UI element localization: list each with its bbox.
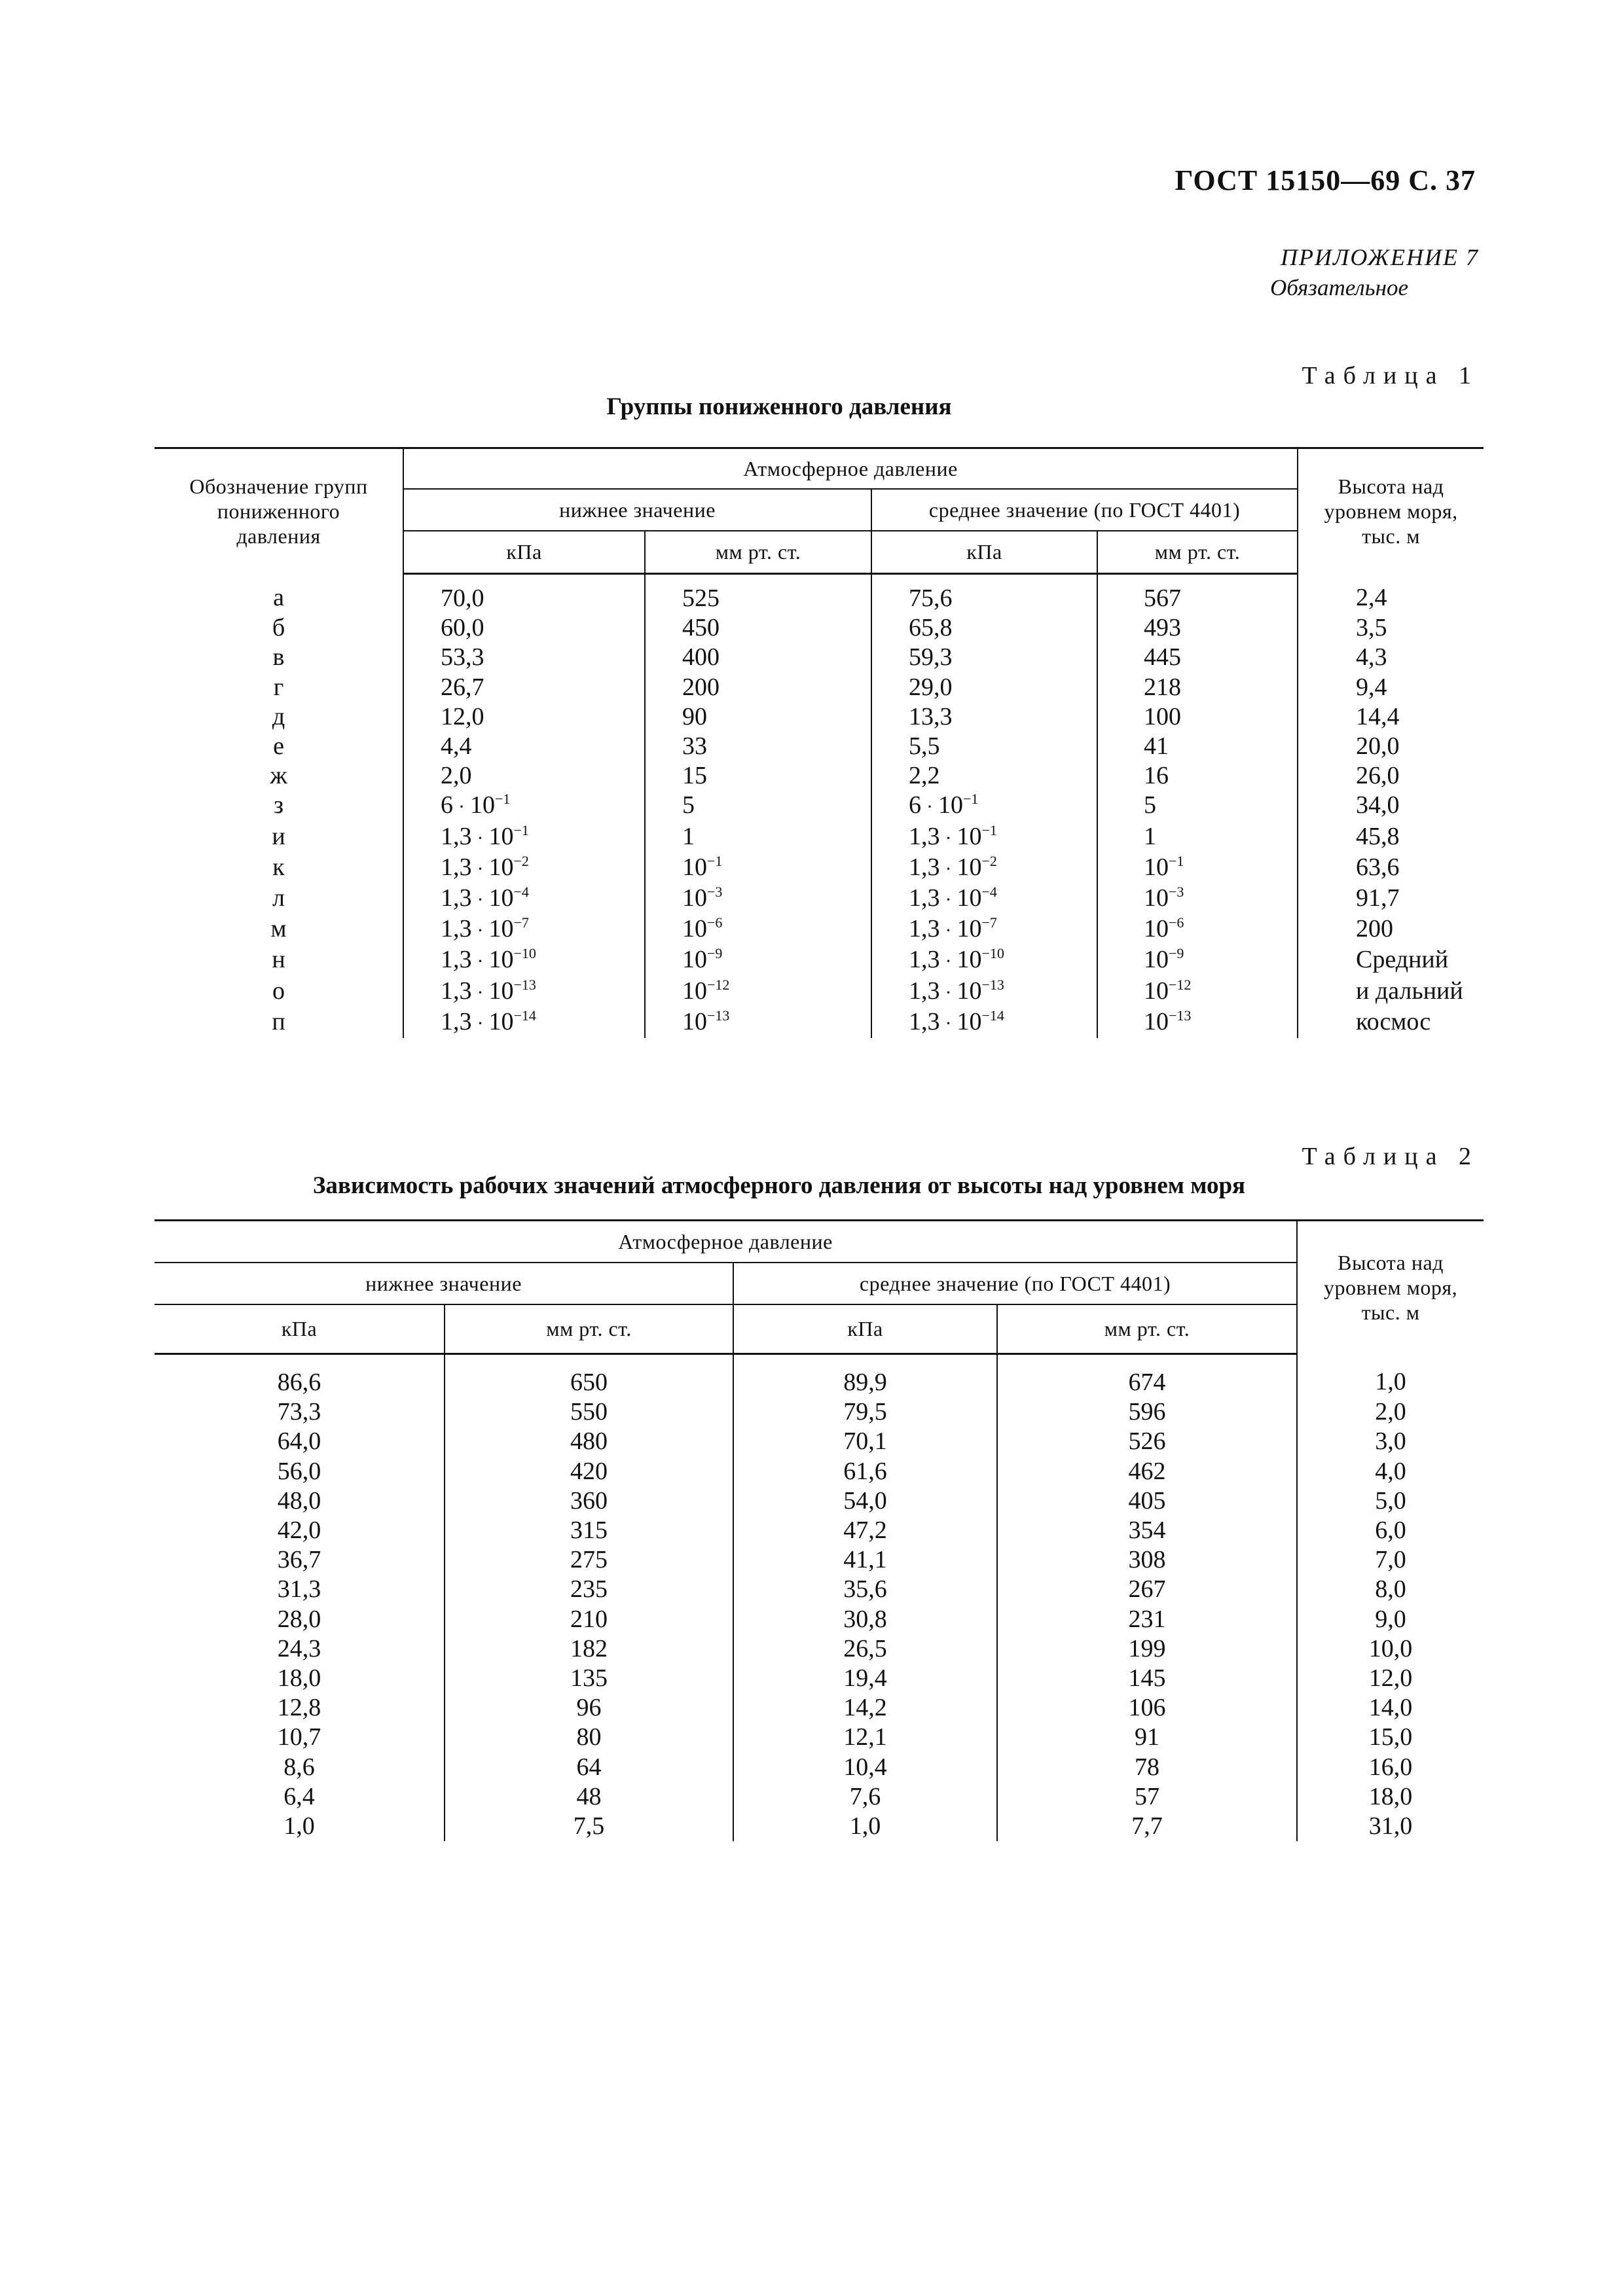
altitude-cell: 2,4: [1298, 574, 1484, 614]
lower-mmhg-cell: 650: [445, 1354, 733, 1398]
altitude-cell: 14,4: [1298, 702, 1484, 732]
altitude-cell: 9,0: [1297, 1605, 1484, 1634]
table-row: [155, 643, 1484, 672]
mean-kpa-cell: 35,6: [733, 1575, 997, 1604]
header-mean-mmhg: мм рт. ст.: [1097, 531, 1298, 574]
group-cell: з: [155, 791, 403, 821]
altitude-cell: 91,7: [1298, 884, 1484, 914]
mean-kpa-cell: 70,1: [733, 1427, 997, 1456]
lower-mmhg-cell: 450: [645, 613, 871, 643]
table-row: [155, 1427, 1484, 1456]
header-altitude: Высота над уровнем моря, тыс. м: [1297, 1221, 1484, 1354]
lower-kpa-cell: 28,0: [277, 1605, 321, 1633]
table-row: [155, 1664, 1484, 1693]
lower-kpa-cell: 42,0: [277, 1516, 321, 1545]
group-cell: л: [155, 884, 403, 914]
altitude-cell: 4,0: [1297, 1457, 1484, 1486]
altitude-cell: 18,0: [1297, 1782, 1484, 1812]
mean-mmhg-cell: 308: [997, 1545, 1297, 1575]
table-row: [155, 884, 1484, 914]
table-row: [155, 1723, 1484, 1752]
altitude-cell: 12,0: [1297, 1664, 1484, 1693]
lower-kpa-cell: 6,4: [283, 1782, 315, 1810]
lower-mmhg-cell: 315: [445, 1516, 733, 1545]
mean-mmhg-cell: 462: [997, 1457, 1297, 1486]
lower-kpa-cell: 18,0: [277, 1664, 321, 1693]
header-lower-value: нижнее значение: [155, 1263, 733, 1304]
table-row: [155, 791, 1484, 821]
lower-mmhg-cell: 420: [445, 1457, 733, 1486]
lower-mmhg-cell: 525: [645, 574, 871, 614]
lower-mmhg-cell: $10^{-6}$: [645, 914, 871, 945]
mean-kpa-cell: 47,2: [733, 1516, 997, 1545]
lower-mmhg-cell: 33: [645, 732, 871, 761]
mean-mmhg-cell: 5: [1097, 791, 1298, 821]
altitude-cell: 8,0: [1297, 1575, 1484, 1604]
lower-mmhg-cell: $10^{-13}$: [645, 1007, 871, 1038]
group-cell: м: [155, 914, 403, 945]
mean-kpa-cell: $1,3 \cdot 10^{-13}$: [871, 977, 1097, 1007]
mean-kpa-cell: 29,0: [871, 673, 1097, 702]
lower-mmhg-cell: 400: [645, 643, 871, 672]
lower-kpa-cell: 31,3: [277, 1575, 321, 1604]
table-row: [155, 853, 1484, 884]
lower-mmhg-cell: 1: [645, 822, 871, 853]
table2-label: Таблица 2: [1302, 1143, 1479, 1170]
altitude-cell: 5,0: [1297, 1486, 1484, 1516]
lower-kpa-cell: 56,0: [277, 1457, 321, 1485]
lower-kpa-cell: $1,3 \cdot 10^{-7}$: [441, 914, 529, 943]
altitude-cell: 1,0: [1297, 1354, 1484, 1398]
table-row: [155, 1753, 1484, 1782]
lower-kpa-cell: 4,4: [441, 732, 472, 761]
mean-kpa-cell: 26,5: [733, 1634, 997, 1664]
mean-kpa-cell: 30,8: [733, 1605, 997, 1634]
lower-kpa-cell: 8,6: [283, 1753, 315, 1781]
table-row: [155, 1397, 1484, 1427]
mean-kpa-cell: $1,3 \cdot 10^{-2}$: [871, 853, 1097, 884]
header-lower-kpa: кПа: [155, 1304, 445, 1354]
group-cell: к: [155, 853, 403, 884]
lower-mmhg-cell: $10^{-9}$: [645, 945, 871, 976]
table-row: [155, 1575, 1484, 1604]
mean-kpa-cell: 12,1: [733, 1723, 997, 1752]
lower-kpa-cell: 73,3: [277, 1398, 321, 1426]
lower-mmhg-cell: $10^{-3}$: [645, 884, 871, 914]
appendix-status: Обязательное: [1270, 275, 1408, 300]
lower-mmhg-cell: 210: [445, 1605, 733, 1634]
mean-mmhg-cell: 41: [1097, 732, 1298, 761]
mean-kpa-cell: 41,1: [733, 1545, 997, 1575]
lower-mmhg-cell: 64: [445, 1753, 733, 1782]
mean-mmhg-cell: 405: [997, 1486, 1297, 1516]
mean-kpa-cell: 13,3: [871, 702, 1097, 732]
table1-label: Таблица 1: [1302, 362, 1479, 389]
mean-mmhg-cell: 106: [997, 1693, 1297, 1723]
table-row: [155, 1693, 1484, 1723]
table-row: [155, 1634, 1484, 1664]
mean-mmhg-cell: 145: [997, 1664, 1297, 1693]
lower-kpa-cell: 2,0: [441, 762, 472, 790]
mean-kpa-cell: 59,3: [871, 643, 1097, 672]
table1: [155, 447, 1484, 1038]
table-row: [155, 1457, 1484, 1486]
table-row: [155, 761, 1484, 791]
lower-kpa-cell: 12,8: [277, 1694, 321, 1722]
lower-kpa-cell: 12,0: [441, 702, 484, 730]
table1-title: Группы пониженного давления: [606, 393, 952, 420]
mean-kpa-cell: 10,4: [733, 1753, 997, 1782]
mean-mmhg-cell: 231: [997, 1605, 1297, 1634]
table-row: [155, 914, 1484, 945]
group-cell: о: [155, 977, 403, 1007]
table-row: [155, 574, 1484, 614]
mean-kpa-cell: $1,3 \cdot 10^{-4}$: [871, 884, 1097, 914]
mean-kpa-cell: $1,3 \cdot 10^{-10}$: [871, 945, 1097, 976]
mean-kpa-cell: 89,9: [733, 1354, 997, 1398]
table-row: [155, 1782, 1484, 1812]
altitude-cell: 45,8: [1298, 822, 1484, 853]
altitude-cell: космос: [1298, 1007, 1484, 1038]
lower-kpa-cell: 64,0: [277, 1427, 321, 1456]
mean-mmhg-cell: 7,7: [997, 1812, 1297, 1841]
altitude-cell: 31,0: [1297, 1812, 1484, 1841]
lower-kpa-cell: 10,7: [277, 1723, 321, 1751]
header-mean-mmhg: мм рт. ст.: [997, 1304, 1297, 1354]
header-altitude: Высота над уровнем моря, тыс. м: [1298, 448, 1484, 574]
header-mean-value: среднее значение (по ГОСТ 4401): [733, 1263, 1297, 1304]
mean-kpa-cell: $1,3 \cdot 10^{-14}$: [871, 1007, 1097, 1038]
table-row: [155, 822, 1484, 853]
altitude-cell: 20,0: [1298, 732, 1484, 761]
header-group-designation: Обозначение групп пониженного давления: [155, 448, 403, 574]
lower-kpa-cell: $1,3 \cdot 10^{-1}$: [441, 821, 529, 850]
lower-mmhg-cell: 550: [445, 1397, 733, 1427]
group-cell: и: [155, 822, 403, 853]
table-row: [155, 613, 1484, 643]
lower-kpa-cell: 24,3: [277, 1634, 321, 1662]
mean-mmhg-cell: 493: [1097, 613, 1298, 643]
lower-mmhg-cell: 182: [445, 1634, 733, 1664]
header-mean-kpa: кПа: [733, 1304, 997, 1354]
mean-kpa-cell: 79,5: [733, 1397, 997, 1427]
mean-mmhg-cell: 267: [997, 1575, 1297, 1604]
header-mean-kpa: кПа: [871, 531, 1097, 574]
altitude-cell: 3,5: [1298, 613, 1484, 643]
altitude-cell: 6,0: [1297, 1516, 1484, 1545]
mean-kpa-cell: $1,3 \cdot 10^{-1}$: [871, 822, 1097, 853]
lower-mmhg-cell: 200: [645, 673, 871, 702]
header-lower-kpa: кПа: [403, 531, 645, 574]
table-row: [155, 1605, 1484, 1634]
group-cell: б: [155, 613, 403, 643]
mean-mmhg-cell: 596: [997, 1397, 1297, 1427]
mean-mmhg-cell: $10^{-12}$: [1097, 977, 1298, 1007]
altitude-cell: 63,6: [1298, 853, 1484, 884]
mean-kpa-cell: 14,2: [733, 1693, 997, 1723]
altitude-cell: 10,0: [1297, 1634, 1484, 1664]
mean-kpa-cell: $6 \cdot 10^{-1}$: [871, 791, 1097, 821]
altitude-cell: 26,0: [1298, 761, 1484, 791]
header-lower-mmhg: мм рт. ст.: [645, 531, 871, 574]
group-cell: в: [155, 643, 403, 672]
group-cell: е: [155, 732, 403, 761]
mean-mmhg-cell: $10^{-1}$: [1097, 853, 1298, 884]
mean-mmhg-cell: 57: [997, 1782, 1297, 1812]
table1-body: [155, 574, 1484, 1039]
altitude-cell: 14,0: [1297, 1693, 1484, 1723]
group-cell: п: [155, 1007, 403, 1038]
lower-kpa-cell: 26,7: [441, 673, 484, 701]
header-lower-mmhg: мм рт. ст.: [445, 1304, 733, 1354]
table-row: [155, 1486, 1484, 1516]
table-row: [155, 1545, 1484, 1575]
table2: [155, 1219, 1484, 1841]
lower-mmhg-cell: 15: [645, 761, 871, 791]
lower-mmhg-cell: 480: [445, 1427, 733, 1456]
mean-mmhg-cell: $10^{-3}$: [1097, 884, 1298, 914]
table2-body: [155, 1354, 1484, 1842]
altitude-cell: Средний: [1298, 945, 1484, 976]
lower-kpa-cell: $6 \cdot 10^{-1}$: [441, 791, 511, 819]
mean-kpa-cell: 2,2: [871, 761, 1097, 791]
group-cell: н: [155, 945, 403, 976]
table-row: [155, 977, 1484, 1007]
lower-kpa-cell: $1,3 \cdot 10^{-13}$: [441, 976, 536, 1005]
mean-kpa-cell: 54,0: [733, 1486, 997, 1516]
lower-kpa-cell: $1,3 \cdot 10^{-10}$: [441, 945, 536, 974]
table-row: [155, 673, 1484, 702]
mean-mmhg-cell: 354: [997, 1516, 1297, 1545]
mean-mmhg-cell: 445: [1097, 643, 1298, 672]
lower-kpa-cell: $1,3 \cdot 10^{-4}$: [441, 884, 529, 912]
lower-kpa-cell: 36,7: [277, 1546, 321, 1574]
mean-kpa-cell: 65,8: [871, 613, 1097, 643]
mean-mmhg-cell: 78: [997, 1753, 1297, 1782]
altitude-cell: 2,0: [1297, 1397, 1484, 1427]
mean-mmhg-cell: 1: [1097, 822, 1298, 853]
lower-kpa-cell: 48,0: [277, 1486, 321, 1515]
altitude-cell: 34,0: [1298, 791, 1484, 821]
lower-mmhg-cell: 90: [645, 702, 871, 732]
lower-kpa-cell: 1,0: [283, 1812, 315, 1840]
mean-mmhg-cell: $10^{-6}$: [1097, 914, 1298, 945]
group-cell: ж: [155, 761, 403, 791]
mean-kpa-cell: 75,6: [871, 574, 1097, 614]
lower-mmhg-cell: 275: [445, 1545, 733, 1575]
mean-mmhg-cell: 567: [1097, 574, 1298, 614]
lower-mmhg-cell: 235: [445, 1575, 733, 1604]
header-lower-value: нижнее значение: [403, 489, 871, 531]
table-row: [155, 702, 1484, 732]
header-mean-value: среднее значение (по ГОСТ 4401): [871, 489, 1298, 531]
lower-kpa-cell: $1,3 \cdot 10^{-2}$: [441, 852, 529, 881]
mean-mmhg-cell: 526: [997, 1427, 1297, 1456]
header-atmospheric-pressure: Атмосферное давление: [155, 1221, 1297, 1263]
table-row: [155, 1516, 1484, 1545]
mean-mmhg-cell: $10^{-13}$: [1097, 1007, 1298, 1038]
table-row: [155, 1007, 1484, 1038]
appendix-number: ПРИЛОЖЕНИЕ 7: [1281, 244, 1479, 270]
table-row: [155, 945, 1484, 976]
lower-kpa-cell: 70,0: [441, 584, 484, 612]
table-row: [155, 1354, 1484, 1398]
altitude-cell: 4,3: [1298, 643, 1484, 672]
lower-mmhg-cell: 360: [445, 1486, 733, 1516]
lower-kpa-cell: 60,0: [441, 614, 484, 642]
mean-kpa-cell: 7,6: [733, 1782, 997, 1812]
group-cell: г: [155, 673, 403, 702]
mean-mmhg-cell: 199: [997, 1634, 1297, 1664]
mean-kpa-cell: 1,0: [733, 1812, 997, 1841]
mean-kpa-cell: $1,3 \cdot 10^{-7}$: [871, 914, 1097, 945]
mean-kpa-cell: 61,6: [733, 1457, 997, 1486]
group-cell: а: [155, 574, 403, 614]
altitude-cell: 3,0: [1297, 1427, 1484, 1456]
table2-title: Зависимость рабочих значений атмосферного давления от высоты над уровнем моря: [312, 1172, 1246, 1199]
lower-mmhg-cell: 48: [445, 1782, 733, 1812]
lower-kpa-cell: 53,3: [441, 643, 484, 672]
altitude-cell: 15,0: [1297, 1723, 1484, 1752]
lower-kpa-cell: 86,6: [277, 1369, 321, 1396]
altitude-cell: и дальний: [1298, 977, 1484, 1007]
lower-mmhg-cell: 5: [645, 791, 871, 821]
mean-mmhg-cell: 91: [997, 1723, 1297, 1752]
lower-mmhg-cell: $10^{-1}$: [645, 853, 871, 884]
mean-mmhg-cell: $10^{-9}$: [1097, 945, 1298, 976]
mean-kpa-cell: 19,4: [733, 1664, 997, 1693]
lower-mmhg-cell: 96: [445, 1693, 733, 1723]
mean-mmhg-cell: 16: [1097, 761, 1298, 791]
group-cell: д: [155, 702, 403, 732]
mean-mmhg-cell: 674: [997, 1354, 1297, 1398]
lower-mmhg-cell: 80: [445, 1723, 733, 1752]
altitude-cell: 16,0: [1297, 1753, 1484, 1782]
document-reference: ГОСТ 15150—69 С. 37: [1175, 164, 1476, 196]
altitude-cell: 7,0: [1297, 1545, 1484, 1575]
header-atmospheric-pressure: Атмосферное давление: [403, 448, 1298, 489]
table-row: [155, 1812, 1484, 1841]
mean-mmhg-cell: 100: [1097, 702, 1298, 732]
lower-kpa-cell: $1,3 \cdot 10^{-14}$: [441, 1007, 536, 1035]
mean-mmhg-cell: 218: [1097, 673, 1298, 702]
table-row: [155, 732, 1484, 761]
altitude-cell: 9,4: [1298, 673, 1484, 702]
mean-kpa-cell: 5,5: [871, 732, 1097, 761]
lower-mmhg-cell: $10^{-12}$: [645, 977, 871, 1007]
lower-mmhg-cell: 7,5: [445, 1812, 733, 1841]
altitude-cell: 200: [1298, 914, 1484, 945]
lower-mmhg-cell: 135: [445, 1664, 733, 1693]
